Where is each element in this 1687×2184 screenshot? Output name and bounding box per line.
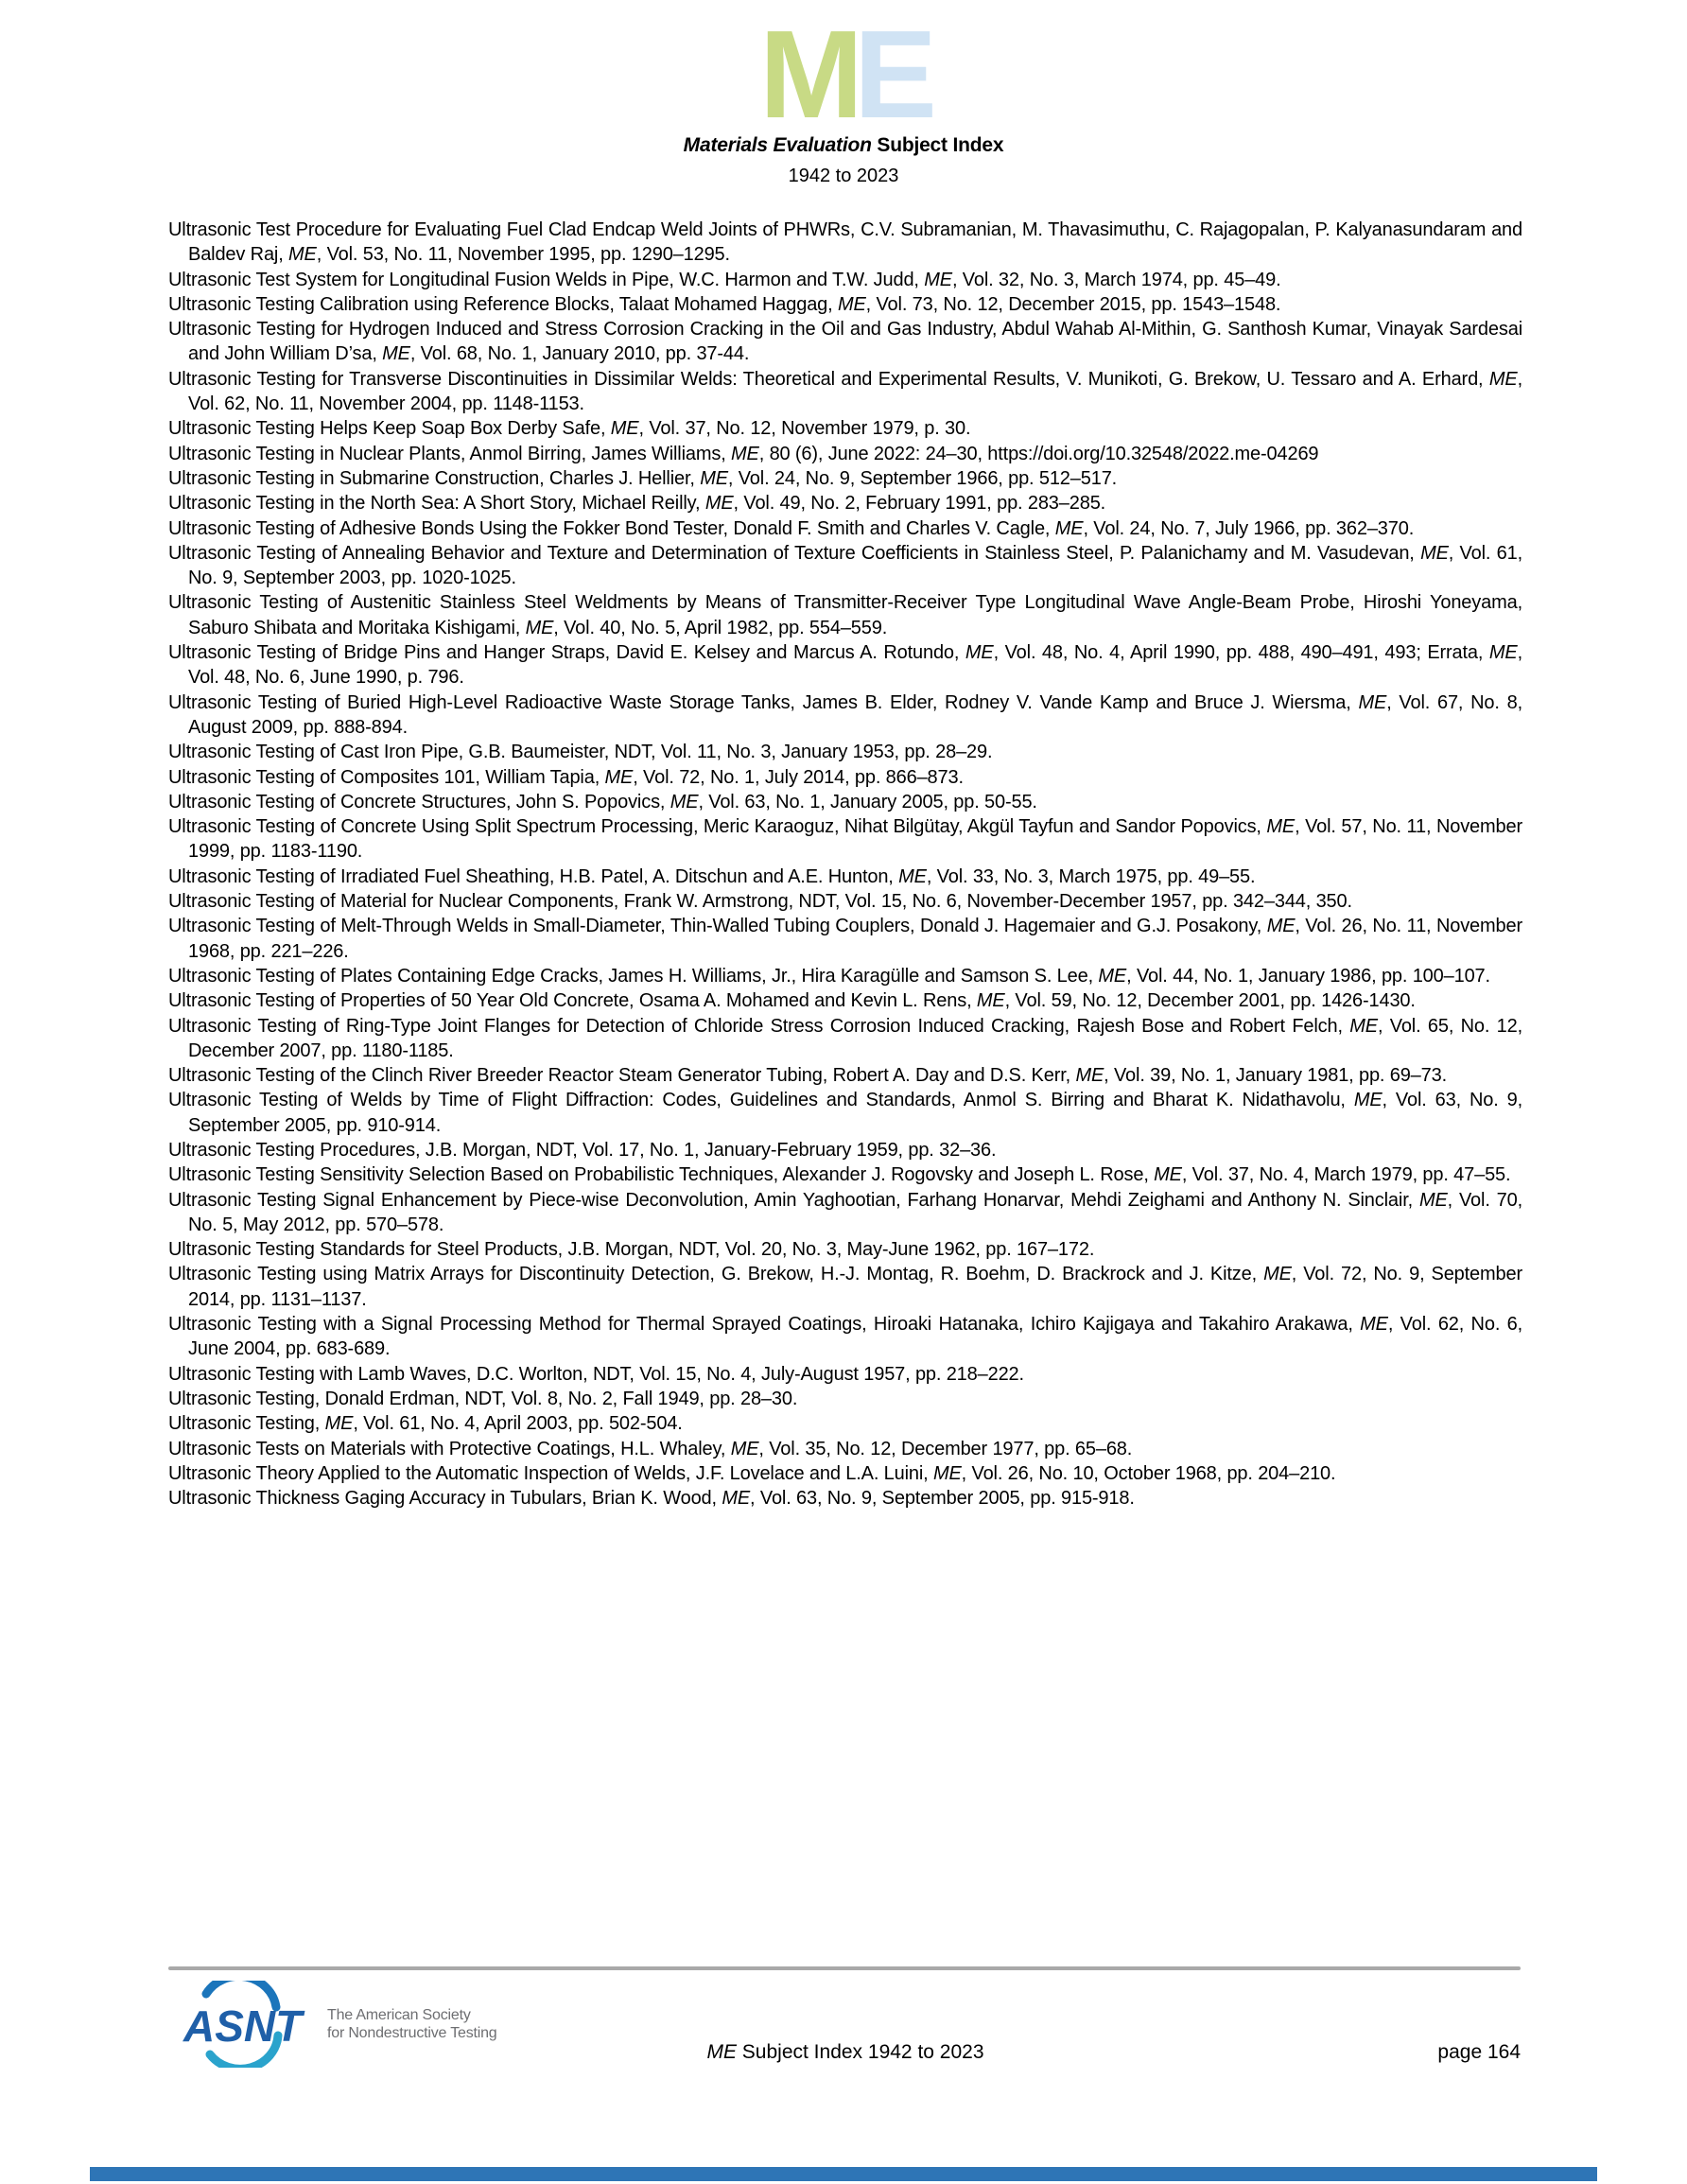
- index-entry: Ultrasonic Testing of Bridge Pins and Hanger Straps, David E. Kelsey and Marcus A. Rotundo, ME, Vol. 48, No. 4, April 1990, pp. 488, 490–491, 493; Errata, ME, Vol. 48, No. 6, June 1990, p. 796.: [168, 642, 1522, 689]
- asnt-tagline-line1: The American Society: [327, 2007, 471, 2023]
- index-entry: Ultrasonic Testing of Irradiated Fuel Sheathing, H.B. Patel, A. Ditschun and A.E. Hunton, ME, Vol. 33, No. 3, March 1975, pp. 49–55.: [168, 865, 1256, 887]
- index-entry: Ultrasonic Testing Helps Keep Soap Box Derby Safe, ME, Vol. 37, No. 12, November 1979, p. 30.: [168, 418, 971, 440]
- index-entry: Ultrasonic Testing of Properties of 50 Year Old Concrete, Osama A. Mohamed and Kevin L. Rens, ME, Vol. 59, No. 12, December 2001, pp. 1426-1430.: [168, 990, 1416, 1012]
- page-header: [0, 5, 1687, 187]
- document-title-journal: Materials Evaluation: [683, 134, 872, 156]
- index-entry: Ultrasonic Testing of Buried High-Level Radioactive Waste Storage Tanks, James B. Elder, Rodney V. Vande Kamp and Bruce J. Wiersma, ME, Vol. 67, No. 8, August 2009, pp. 888-894.: [168, 691, 1522, 738]
- me-logo-letter-e: E: [853, 5, 928, 144]
- index-entry: Ultrasonic Testing of Austenitic Stainless Steel Weldments by Means of Transmitter-Receiver Type Longitudinal Wave Angle-Beam Probe, Hiroshi Yoneyama, Saburo Shibata and Moritaka Kishigami, ME, Vol. 40, No. 5, April 1982, pp. 554–559.: [168, 592, 1522, 638]
- index-entry: Ultrasonic Testing for Hydrogen Induced and Stress Corrosion Cracking in the Oil and Gas Industry, Abdul Wahab Al-Mithin, G. Santhosh Kumar, Vinayak Sardesai and John William D’sa, ME, Vol. 68, No. 1, January 2010, pp. 37-44.: [168, 319, 1522, 365]
- index-entry: Ultrasonic Testing of Plates Containing Edge Cracks, James H. Williams, Jr., Hira Karagülle and Samson S. Lee, ME, Vol. 44, No. 1, January 1986, pp. 100–107.: [168, 965, 1490, 987]
- index-entry: Ultrasonic Testing of Concrete Using Split Spectrum Processing, Meric Karaoguz, Nihat Bilgütay, Akgül Tayfun and Sandor Popovics, ME, Vol. 57, No. 11, November 1999, pp. 1183-1190.: [168, 816, 1523, 863]
- index-entry: Ultrasonic Testing using Matrix Arrays for Discontinuity Detection, G. Brekow, H.-J. Montag, R. Boehm, D. Brackrock and J. Kitze, ME, Vol. 72, No. 9, September 2014, pp. 1131–1137.: [168, 1264, 1522, 1310]
- index-entry: Ultrasonic Testing Standards for Steel Products, J.B. Morgan, NDT, Vol. 20, No. 3, May-June 1962, pp. 167–172.: [168, 1239, 1095, 1261]
- index-entry: Ultrasonic Testing in Submarine Construction, Charles J. Hellier, ME, Vol. 24, No. 9, September 1966, pp. 512–517.: [168, 467, 1118, 489]
- index-list: [168, 218, 1522, 1511]
- me-logo-letter-m: M: [758, 5, 854, 144]
- index-entry: Ultrasonic Test System for Longitudinal Fusion Welds in Pipe, W.C. Harmon and T.W. Judd, ME, Vol. 32, No. 3, March 1974, pp. 45–49.: [168, 269, 1281, 290]
- index-entry: Ultrasonic Testing in Nuclear Plants, Anmol Birring, James Williams, ME, 80 (6), June 2022: 24–30, https://doi.org/10.32548/2022.me-04269: [168, 443, 1319, 464]
- index-entry: Ultrasonic Testing of Ring-Type Joint Flanges for Detection of Chloride Stress Corrosion Induced Cracking, Rajesh Bose and Robert Felch, ME, Vol. 65, No. 12, December 2007, pp. 1180-1185.: [168, 1015, 1523, 1061]
- index-entry: Ultrasonic Thickness Gaging Accuracy in Tubulars, Brian K. Wood, ME, Vol. 63, No. 9, September 2005, pp. 915-918.: [168, 1488, 1135, 1510]
- index-entry: Ultrasonic Testing Calibration using Reference Blocks, Talaat Mohamed Haggag, ME, Vol. 73, No. 12, December 2015, pp. 1543–1548.: [168, 293, 1281, 315]
- footer-title-rest: Subject Index 1942 to 2023: [736, 2041, 984, 2063]
- me-logo: [0, 5, 1687, 144]
- index-entry: Ultrasonic Testing of Melt-Through Welds in Small-Diameter, Thin-Walled Tubing Couplers, Donald J. Hagemaier and G.J. Posakony, ME, Vol. 26, No. 11, November 1968, pp. 221–226.: [168, 916, 1522, 962]
- index-entry: Ultrasonic Testing for Transverse Discontinuities in Dissimilar Welds: Theoretical and Experimental Results, V. Munikoti, G. Brekow, U. Tessaro and A. Erhard, ME, Vol. 62, No. 11, November 2004, pp. 1148-1153.: [168, 368, 1522, 415]
- footer-divider: [168, 1966, 1521, 1970]
- index-entry: Ultrasonic Testing Procedures, J.B. Morgan, NDT, Vol. 17, No. 1, January-February 1959, pp. 32–36.: [168, 1139, 997, 1161]
- index-entry: Ultrasonic Testing of Adhesive Bonds Using the Fokker Bond Tester, Donald F. Smith and Charles V. Cagle, ME, Vol. 24, No. 7, July 1966, pp. 362–370.: [168, 517, 1415, 539]
- index-entry: Ultrasonic Testing of Welds by Time of Flight Diffraction: Codes, Guidelines and Standards, Anmol S. Birring and Bharat K. Nidathavolu, ME, Vol. 63, No. 9, September 2005, pp. 910-914.: [168, 1090, 1523, 1136]
- index-entry: Ultrasonic Testing with a Signal Processing Method for Thermal Sprayed Coatings, Hiroaki Hatanaka, Ichiro Kajigaya and Takahiro Arakawa, ME, Vol. 62, No. 6, June 2004, pp. 683-689.: [168, 1314, 1522, 1360]
- document-subtitle: 1942 to 2023: [788, 166, 899, 186]
- index-entry: Ultrasonic Theory Applied to the Automatic Inspection of Welds, J.F. Lovelace and L.A. Luini, ME, Vol. 26, No. 10, October 1968, pp. 204–210.: [168, 1462, 1336, 1484]
- index-entry: Ultrasonic Testing of Material for Nuclear Components, Frank W. Armstrong, NDT, Vol. 15, No. 6, November-December 1957, pp. 342–344, 350.: [168, 891, 1352, 913]
- index-entry: Ultrasonic Testing, Donald Erdman, NDT, Vol. 8, No. 2, Fall 1949, pp. 28–30.: [168, 1388, 798, 1409]
- index-entry: Ultrasonic Testing of Concrete Structures, John S. Popovics, ME, Vol. 63, No. 1, January 2005, pp. 50-55.: [168, 791, 1037, 812]
- index-entry: Ultrasonic Testing in the North Sea: A Short Story, Michael Reilly, ME, Vol. 49, No. 2, February 1991, pp. 283–285.: [168, 493, 1106, 515]
- footer-title-journal: ME: [706, 2041, 737, 2063]
- index-entry: Ultrasonic Testing of the Clinch River Breeder Reactor Steam Generator Tubing, Robert A. Day and D.S. Kerr, ME, Vol. 39, No. 1, January 1981, pp. 69–73.: [168, 1065, 1448, 1087]
- index-entry: Ultrasonic Testing of Composites 101, William Tapia, ME, Vol. 72, No. 1, July 2014, pp. 866–873.: [168, 766, 964, 788]
- document-title: [0, 134, 1687, 157]
- index-entry: Ultrasonic Test Procedure for Evaluating Fuel Clad Endcap Weld Joints of PHWRs, C.V. Subramanian, M. Thavasimuthu, C. Rajagopalan, P. Kalyanasundaram and Baldev Raj, ME, Vol. 53, No. 11, November 1995, pp. 1290–1295.: [168, 219, 1522, 266]
- index-entry: Ultrasonic Testing Sensitivity Selection Based on Probabilistic Techniques, Alexander J. Rogovsky and Joseph L. Rose, ME, Vol. 37, No. 4, March 1979, pp. 47–55.: [168, 1164, 1511, 1186]
- asnt-tagline: [327, 2006, 497, 2042]
- index-entry: Ultrasonic Testing of Annealing Behavior and Texture and Determination of Texture Coefficients in Stainless Steel, P. Palanichamy and M. Vasudevan, ME, Vol. 61, No. 9, September 2003, pp. 1020-1025.: [168, 542, 1522, 589]
- footer-title: [168, 2041, 1522, 2064]
- document-title-rest: Subject Index: [871, 134, 1004, 156]
- asnt-wordmark: ASNT: [183, 2001, 303, 2051]
- index-entry: Ultrasonic Testing Signal Enhancement by Piece-wise Deconvolution, Amin Yaghootian, Farhang Honarvar, Mehdi Zeighami and Anthony N. Sinclair, ME, Vol. 70, No. 5, May 2012, pp. 570–578.: [168, 1189, 1522, 1235]
- index-entry: Ultrasonic Testing with Lamb Waves, D.C. Worlton, NDT, Vol. 15, No. 4, July-August 1957, pp. 218–222.: [168, 1363, 1024, 1385]
- page-number: page 164: [1437, 2041, 1521, 2063]
- bottom-bar: [90, 2167, 1597, 2181]
- index-entry: Ultrasonic Tests on Materials with Protective Coatings, H.L. Whaley, ME, Vol. 35, No. 12, December 1977, pp. 65–68.: [168, 1438, 1133, 1459]
- index-entry: Ultrasonic Testing, ME, Vol. 61, No. 4, April 2003, pp. 502-504.: [168, 1413, 683, 1435]
- asnt-tagline-line2: for Nondestructive Testing: [327, 2025, 497, 2041]
- index-entry: Ultrasonic Testing of Cast Iron Pipe, G.B. Baumeister, NDT, Vol. 11, No. 3, January 1953, pp. 28–29.: [168, 742, 993, 763]
